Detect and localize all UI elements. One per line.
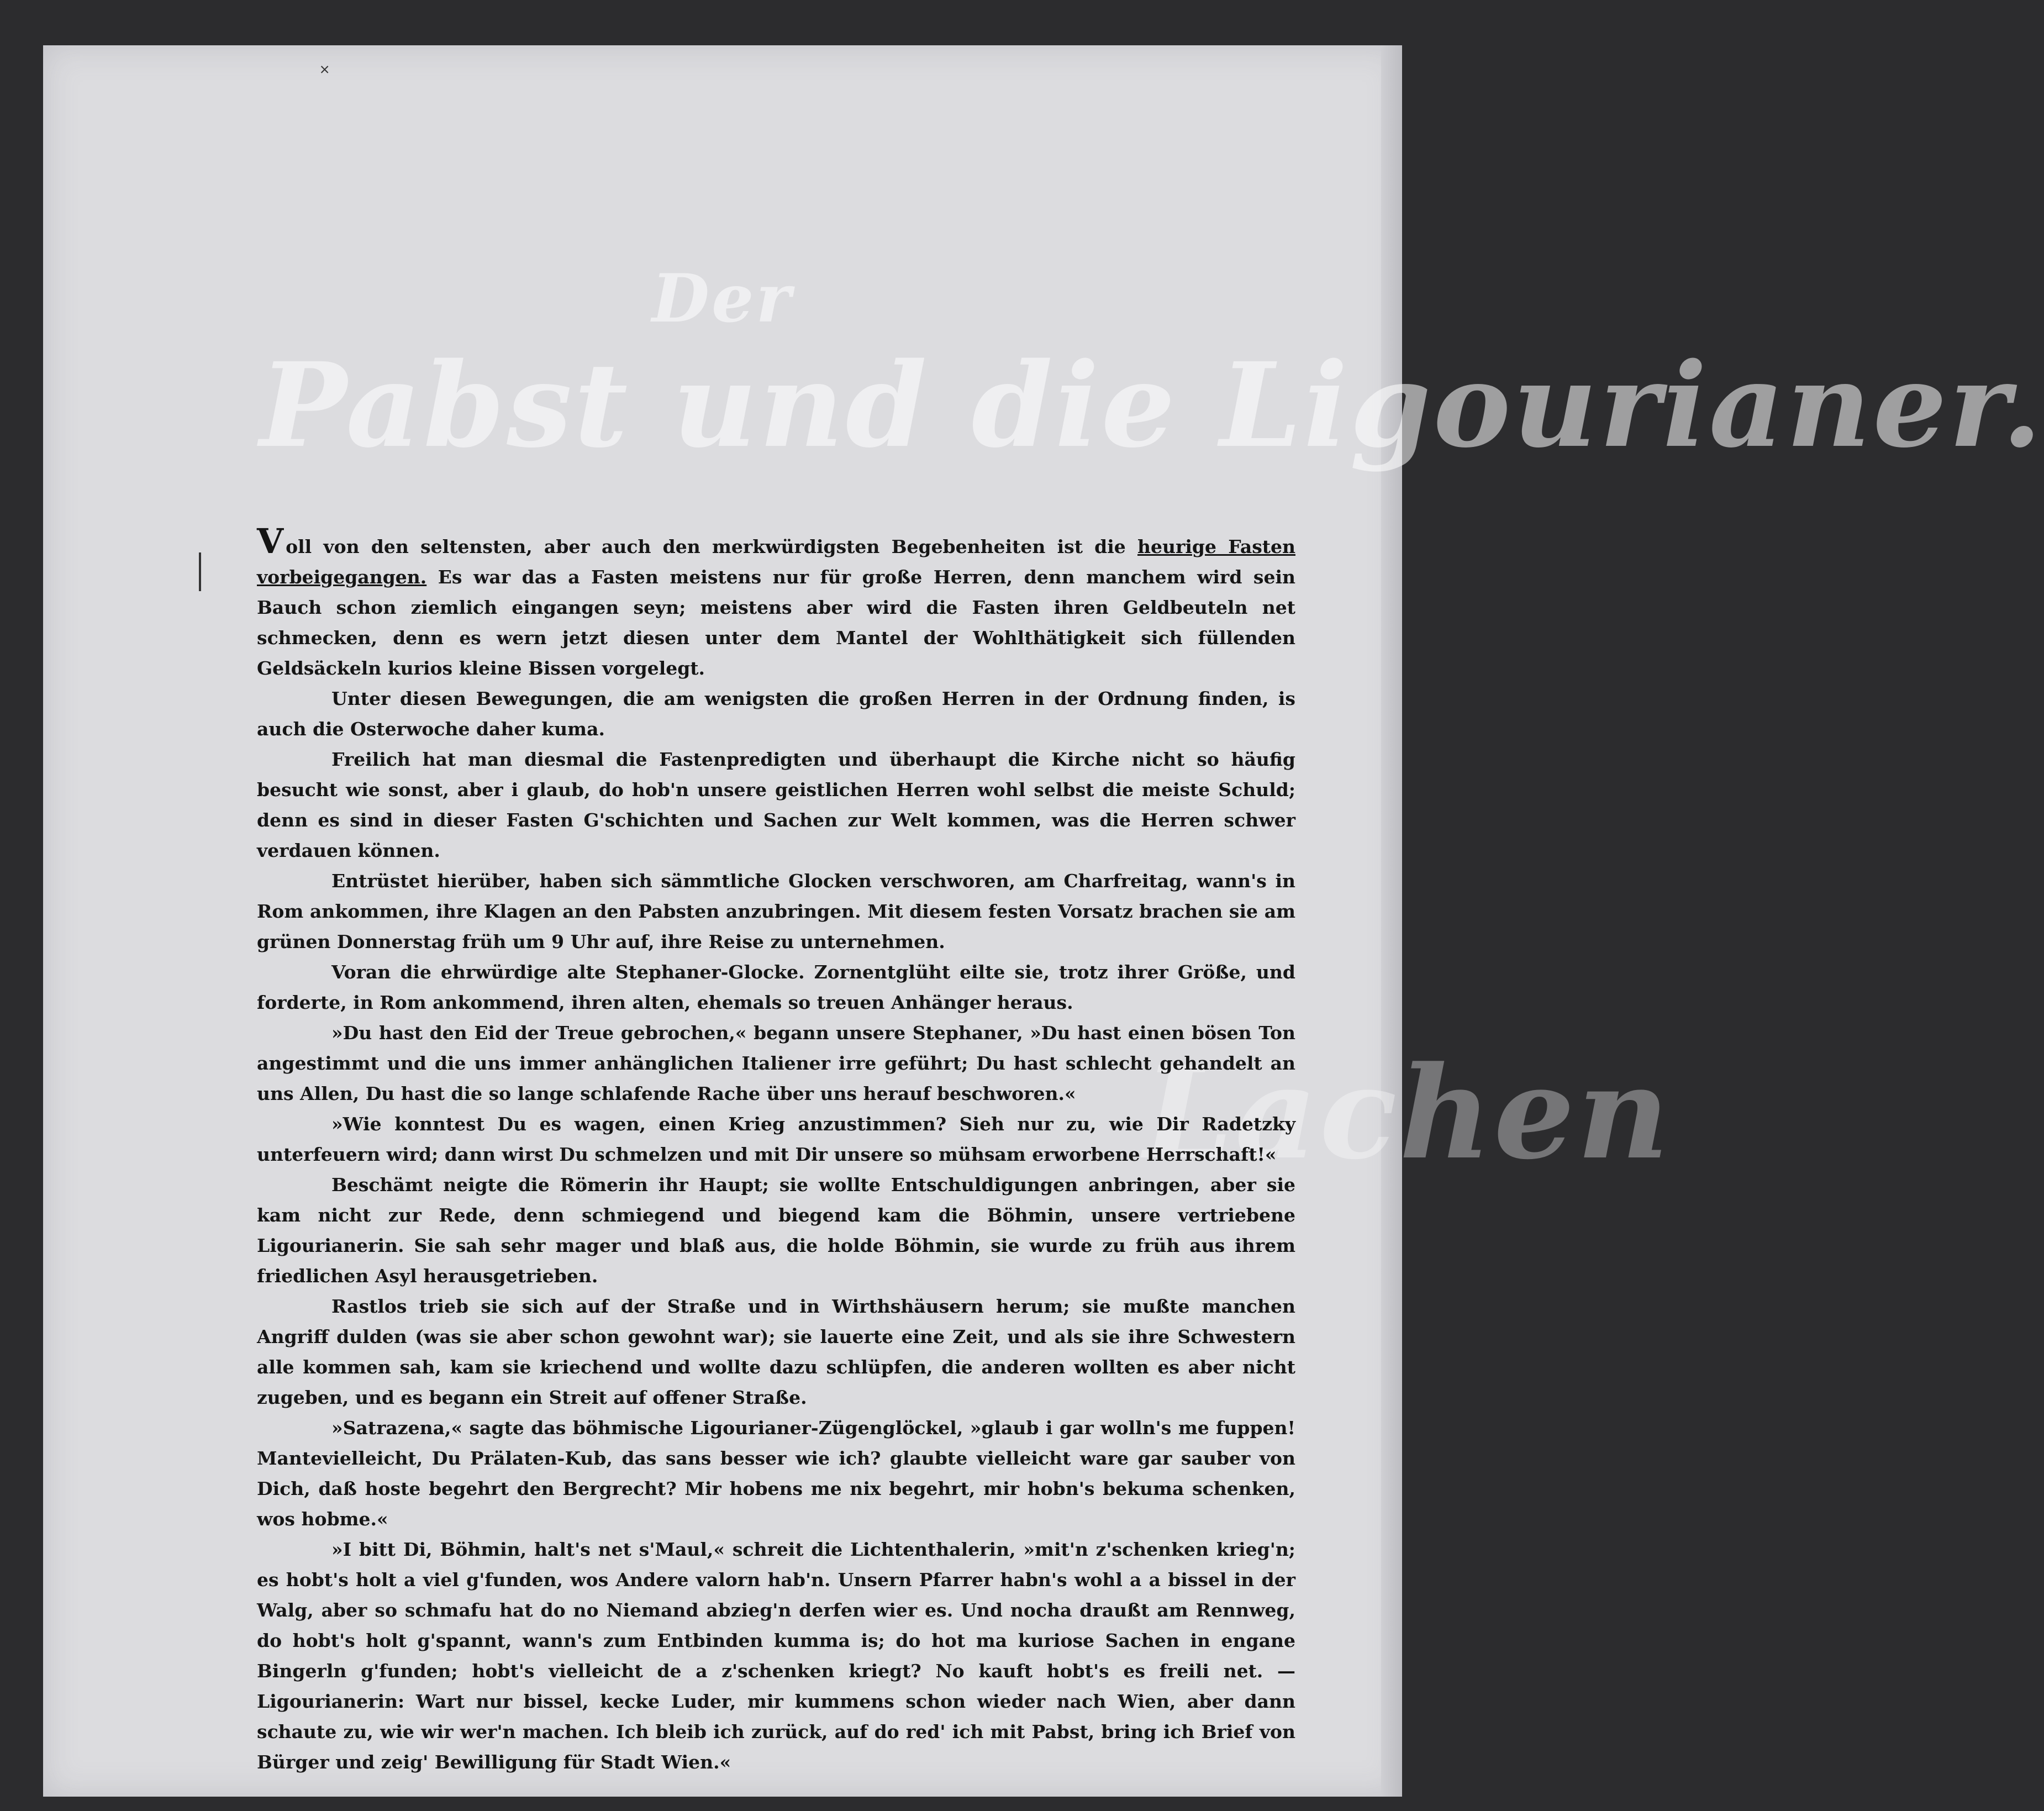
- paragraph-2: Unter diesen Bewegungen, die am wenigsten die großen Herren in der Ordnung finden, is auch die Osterwoche daher kuma.: [257, 688, 1295, 740]
- paragraph-1-underlined: heurige Fasten vorbeigegangen.: [257, 536, 1296, 588]
- margin-mark: [199, 552, 201, 591]
- paragraph-1: [257, 521, 1296, 683]
- paper-edge: [1381, 45, 1402, 1797]
- paragraph-3: Freilich hat man diesmal die Fastenpredigten und überhaupt die Kirche nicht so häufig besucht wie sonst, aber i glaub, do hob'n unsere geistlichen Herren wohl selbst die meiste Schuld; denn es sind in dieser Fasten G'schichten und Sachen zur Welt kommen, was die Herren schwer verdauen können.: [257, 749, 1295, 861]
- paragraph-9: Rastlos trieb sie sich auf der Straße und in Wirthshäusern herum; sie mußte manchen Angriff dulden (was sie aber schon gewohnt war); sie lauerte eine Zeit, und als sie ihre Schwestern alle kommen sah, kam sie kriechend und wollte dazu schlüpfen, die anderen wollten es aber nicht zugeben, und es begann ein Streit auf offener Straße.: [257, 1296, 1295, 1408]
- paragraph-7: »Wie konntest Du es wagen, einen Krieg anzustimmen? Sieh nur zu, wie Dir Radetzky unterfeuern wird; dann wirst Du schmelzen und mit Dir unsere so mühsam erworbene Herrschaft!«: [257, 1113, 1295, 1165]
- show-through-title-small: Der: [652, 260, 793, 338]
- paragraph-11: »I bitt Di, Böhmin, halt's net s'Maul,« schreit die Lichtenthalerin, »mit'n z'schenken krieg'n; es hobt's holt a viel g'funden, wos Andere valorn hab'n. Unsern Pfarrer habn's wohl a a bissel in der Walg, aber so schmafu hat do no Niemand abzieg'n derfen wier es. Und nocha draußt am Rennweg, do hobt's holt g'spannt, wann's zum Entbinden kumma is; do hot ma kuriose Sachen in engane Bingerln g'funden; hobt's vielleicht de a z'schenken kriegt? No kauft hobt's es freili net. — Ligourianerin: Wart nur bissel, kecke Luder, mir kummens schon wieder nach Wien, aber dann schaute zu, wie wir wer'n machen. Ich bleib ich zurück, auf do red' ich mit Pabst, bring ich Brief von Bürger und zeig' Bewilligung für Stadt Wien.«: [257, 1539, 1295, 1773]
- body-text: [257, 521, 1296, 1777]
- paragraph-6: »Du hast den Eid der Treue gebrochen,« begann unsere Stephaner, »Du hast einen bösen Ton angestimmt und die uns immer anhänglichen Italiener irre geführt; Du hast schlecht gehandelt an uns Allen, Du hast die so lange schlafende Rache über uns herauf beschworen.«: [257, 1022, 1295, 1104]
- paragraph-1-after: Es war das a Fasten meistens nur für große Herren, denn manchem wird sein Bauch schon ziemlich eingangen seyn; meistens aber wird die Fasten ihren Geldbeuteln net schmecken, denn es wern jetzt diesen unter dem Mantel der Wohlthätigkeit sich füllenden Geldsäckeln kurios kleine Bissen vorgelegt.: [257, 566, 1295, 679]
- paragraph-4: Entrüstet hierüber, haben sich sämmtliche Glocken verschworen, am Charfreitag, wann's in Rom ankommen, ihre Klagen an den Pabsten anzubringen. Mit diesem festen Vorsatz brachen sie am grünen Donnerstag früh um 9 Uhr auf, ihre Reise zu unternehmen.: [257, 870, 1295, 952]
- paragraph-5: Voran die ehrwürdige alte Stephaner-Glocke. Zornentglüht eilte sie, trotz ihrer Größe, und forderte, in Rom ankommend, ihren alten, ehemals so treuen Anhänger heraus.: [257, 961, 1295, 1013]
- paragraph-1-text: oll von den seltensten, aber auch den merkwürdigsten Begebenheiten ist die: [286, 536, 1137, 557]
- drop-cap: V: [257, 521, 284, 561]
- show-through-title-large: Pabst und die Ligourianer.: [260, 337, 2044, 473]
- corner-mark: ˟: [320, 61, 329, 87]
- paragraph-8: Beschämt neigte die Römerin ihr Haupt; sie wollte Entschuldigungen anbringen, aber sie kam nicht zur Rede, denn schmiegend und biegend kam die Böhmin, unsere vertriebene Ligourianerin. Sie sah sehr mager und blaß aus, die holde Böhmin, sie wurde zu früh aus ihrem friedlichen Asyl herausgetrieben.: [257, 1174, 1295, 1287]
- show-through-right: Lachen: [1144, 1039, 1672, 1188]
- paragraph-10: »Satrazena,« sagte das böhmische Ligourianer-Zügenglöckel, »glaub i gar wolln's me fuppen! Mantevielleicht, Du Prälaten-Kub, das sans besser wie ich? glaubte vielleicht ware gar sauber von Dich, daß hoste begehrt den Bergrecht? Mir hobens me nix begehrt, mir hobn's bekuma schenken, wos hobme.«: [257, 1417, 1295, 1530]
